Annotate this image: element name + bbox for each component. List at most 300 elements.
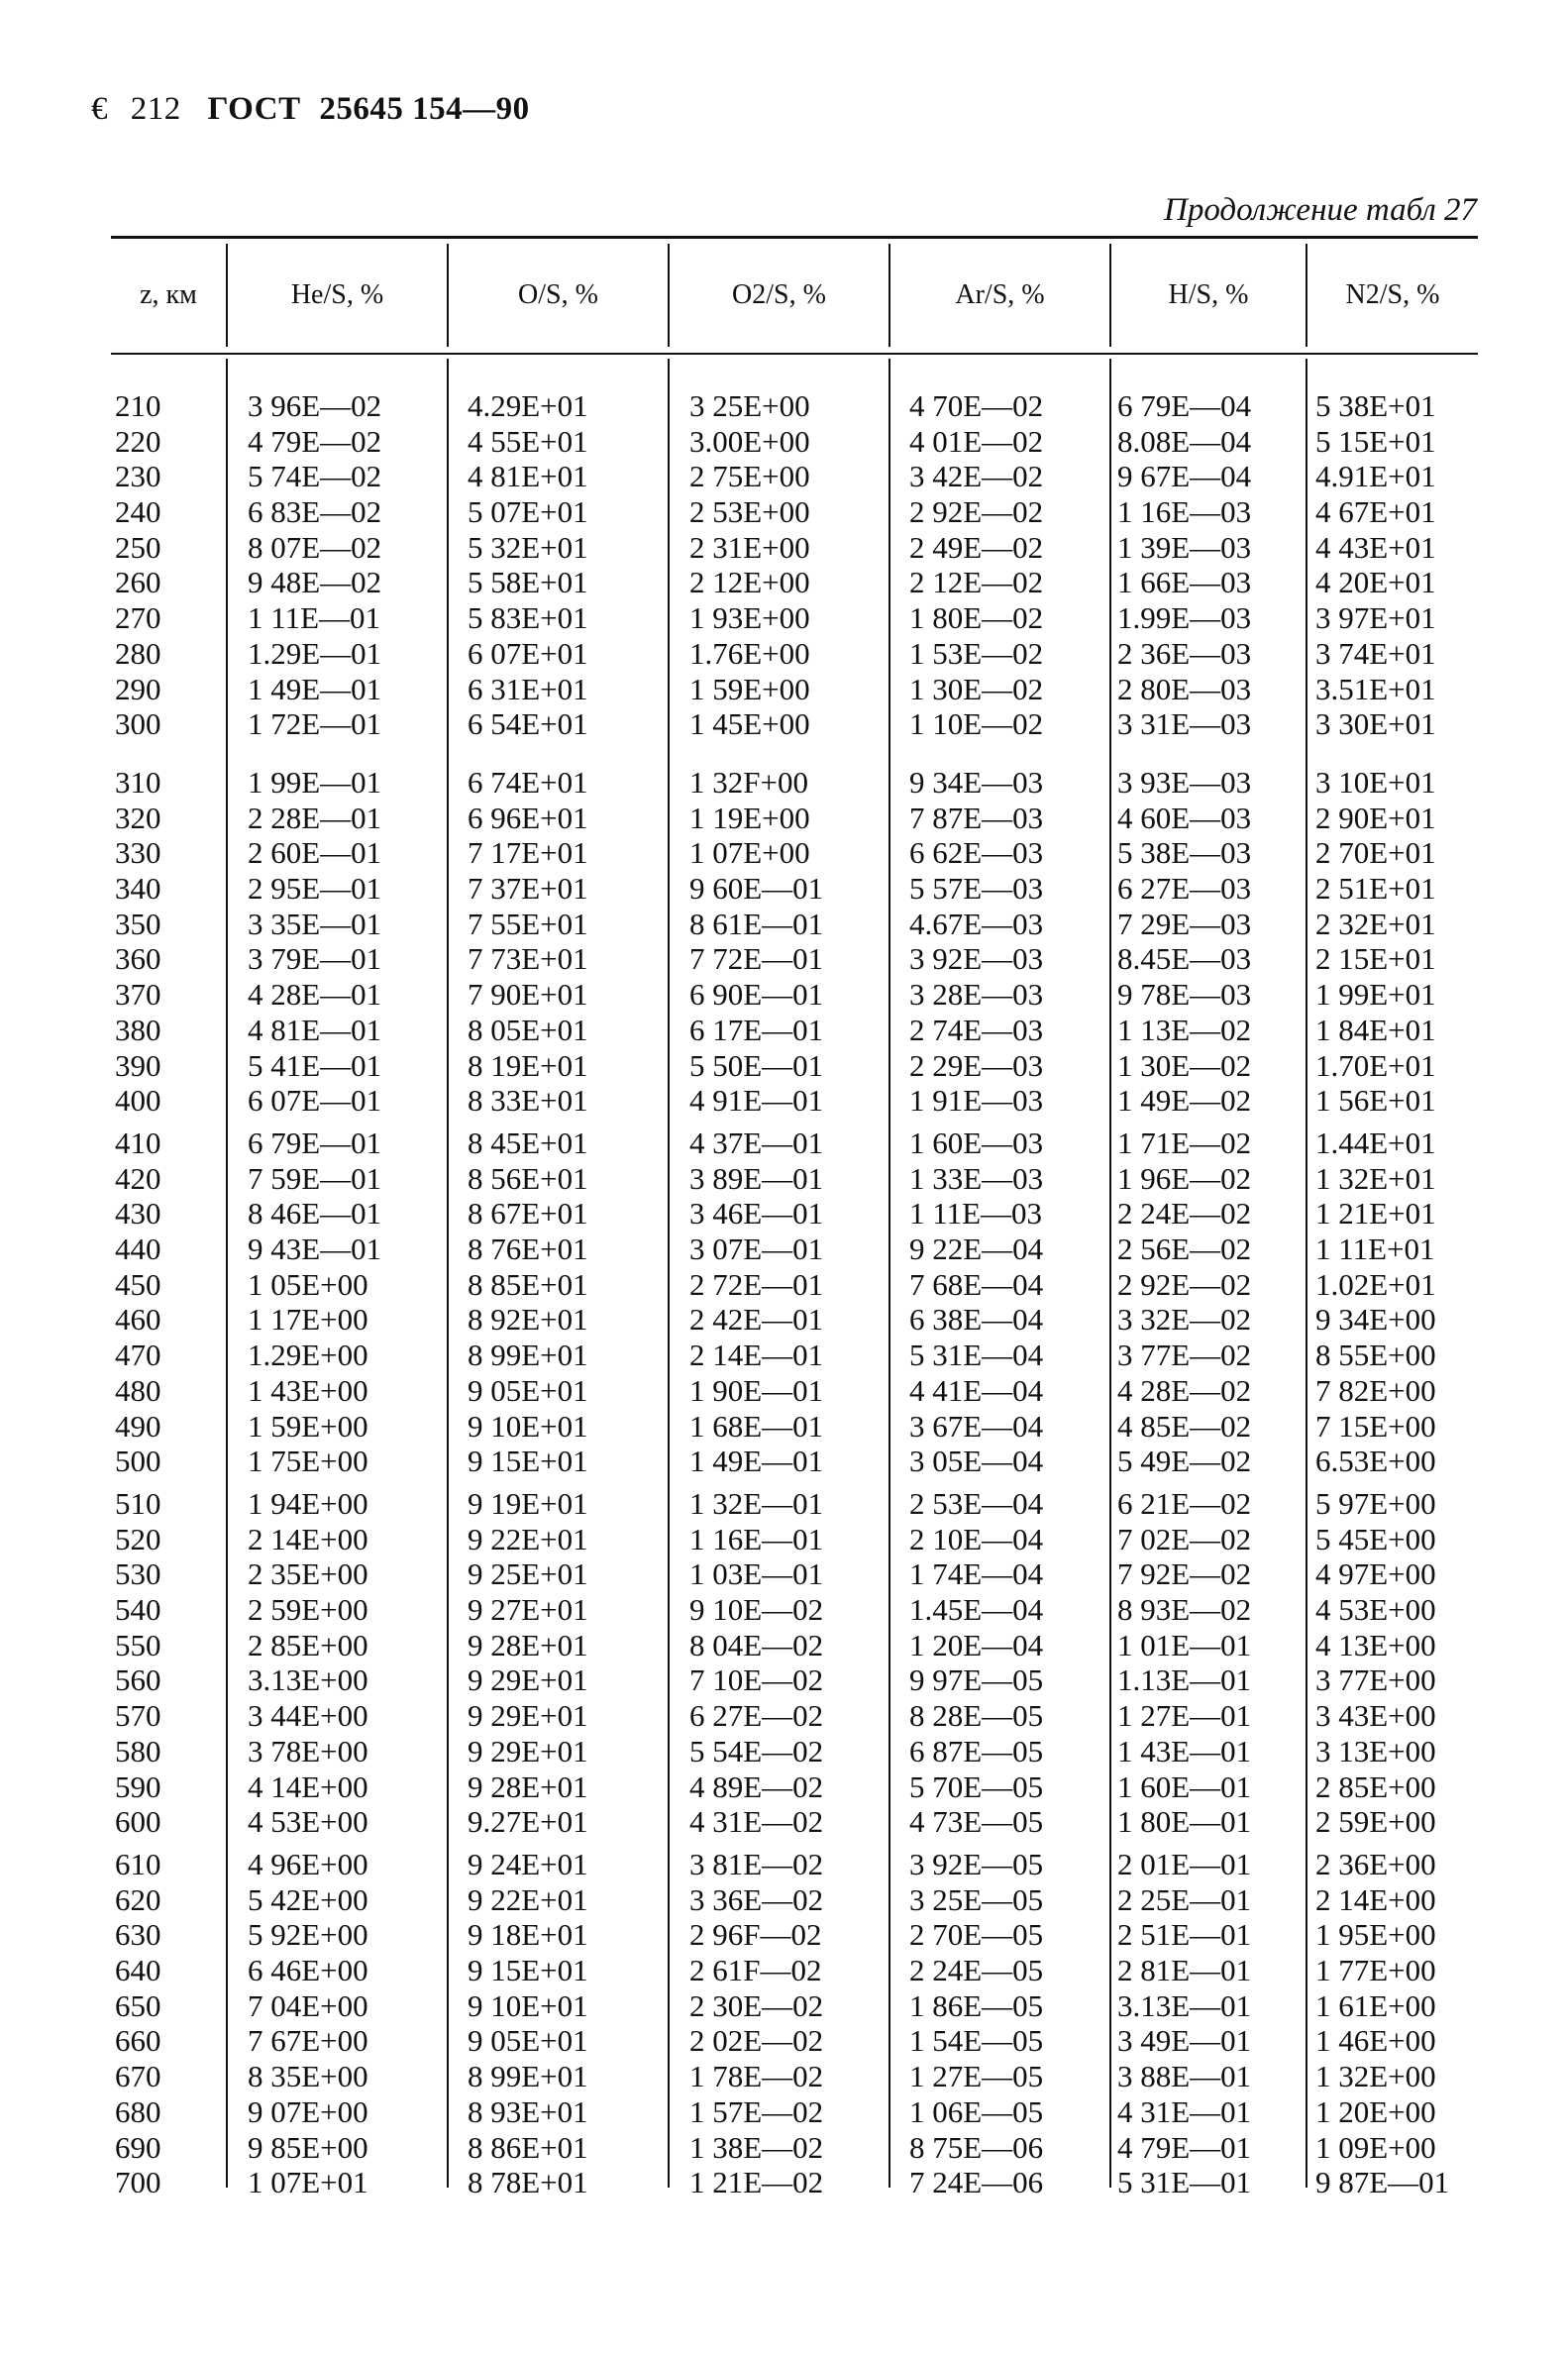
cell-h: 4 79E—01 [1117, 2129, 1252, 2165]
cell-ar: 5 57E—03 [909, 871, 1044, 907]
cell-o: 9 29E+01 [468, 1698, 588, 1734]
cell-o: 8 93E+01 [468, 2093, 588, 2129]
cell-altitude: 220 [115, 423, 161, 459]
cell-h: 1.99E—03 [1117, 600, 1252, 636]
cell-ar: 1 20E—04 [909, 1627, 1044, 1662]
cell-o2: 8 61E—01 [689, 906, 824, 941]
cell-he: 3 96E—02 [248, 388, 382, 423]
cell-o2: 1 49E—01 [689, 1444, 824, 1479]
cell-h: 1 13E—02 [1117, 1012, 1252, 1047]
cell-n2: 1 46E+00 [1315, 2023, 1436, 2059]
cell-o2: 2 61F—02 [689, 1953, 822, 1988]
cell-he: 6 46E+00 [248, 1953, 368, 1988]
cell-o2: 9 60E—01 [689, 871, 824, 907]
cell-he: 7 67E+00 [248, 2023, 368, 2059]
table-row [0, 1338, 1568, 1373]
cell-o2: 1 38E—02 [689, 2129, 824, 2165]
cell-altitude: 210 [115, 388, 161, 423]
cell-he: 2 35E+00 [248, 1556, 368, 1592]
cell-he: 4 28E—01 [248, 977, 382, 1013]
cell-altitude: 460 [115, 1302, 161, 1338]
cell-o: 7 55E+01 [468, 906, 588, 941]
cell-o2: 7 10E—02 [689, 1662, 824, 1698]
cell-o2: 1 57E—02 [689, 2093, 824, 2129]
cell-altitude: 530 [115, 1556, 161, 1592]
cell-n2: 3 74E+01 [1315, 635, 1436, 671]
cell-ar: 4 01E—02 [909, 423, 1044, 459]
cell-altitude: 580 [115, 1733, 161, 1768]
table-row [0, 494, 1568, 530]
table-row [0, 1373, 1568, 1409]
cell-he: 5 74E—02 [248, 459, 382, 494]
cell-o2: 7 72E—01 [689, 941, 824, 977]
cell-altitude: 600 [115, 1804, 161, 1840]
cell-ar: 2 49E—02 [909, 529, 1044, 565]
cell-o2: 3.00E+00 [689, 423, 810, 459]
cell-h: 8.45E—03 [1117, 941, 1252, 977]
cell-ar: 7 24E—06 [909, 2165, 1044, 2200]
cell-ar: 1 10E—02 [909, 706, 1044, 742]
cell-o: 9 24E+01 [468, 1847, 588, 1881]
cell-n2: 4 97E+00 [1315, 1556, 1436, 1592]
cell-h: 3 31E—03 [1117, 706, 1252, 742]
cell-n2: 1 56E+01 [1315, 1083, 1436, 1119]
cell-altitude: 690 [115, 2129, 161, 2165]
cell-o2: 1 78E—02 [689, 2059, 824, 2094]
cell-altitude: 410 [115, 1125, 161, 1160]
cell-ar: 4 70E—02 [909, 388, 1044, 423]
cell-he: 4 79E—02 [248, 423, 382, 459]
cell-n2: 1 21E+01 [1315, 1196, 1436, 1232]
cell-n2: 5 38E+01 [1315, 388, 1436, 423]
cell-o: 8 99E+01 [468, 1338, 588, 1373]
cell-he: 9 43E—01 [248, 1232, 382, 1267]
cell-altitude: 630 [115, 1917, 161, 1953]
table-header-rule [111, 353, 1478, 355]
cell-n2: 1 11E+01 [1315, 1232, 1435, 1267]
cell-o2: 1 45E+00 [689, 706, 810, 742]
cell-altitude: 480 [115, 1372, 161, 1408]
cell-n2: 1 95E+00 [1315, 1917, 1436, 1953]
cell-altitude: 640 [115, 1953, 161, 1988]
cell-altitude: 470 [115, 1338, 161, 1373]
cell-o2: 9 10E—02 [689, 1592, 824, 1628]
cell-o: 9 15E+01 [468, 1953, 588, 1988]
cell-o2: 2 96F—02 [689, 1917, 822, 1953]
cell-h: 3 77E—02 [1117, 1338, 1252, 1373]
cell-n2: 1.44E+01 [1315, 1125, 1436, 1160]
cell-he: 1 94E+00 [248, 1486, 368, 1521]
cell-he: 6 83E—02 [248, 494, 382, 530]
cell-o: 8 05E+01 [468, 1012, 588, 1047]
cell-he: 1 59E+00 [248, 1408, 368, 1444]
table-row [0, 1917, 1568, 1953]
cell-h: 9 78E—03 [1117, 977, 1252, 1013]
cell-o2: 1 16E—01 [689, 1521, 824, 1556]
cell-h: 1 96E—02 [1117, 1160, 1252, 1196]
cell-ar: 2 12E—02 [909, 565, 1044, 600]
cell-altitude: 520 [115, 1521, 161, 1556]
cell-altitude: 270 [115, 600, 161, 636]
cell-o: 8 56E+01 [468, 1160, 588, 1196]
cell-he: 3 79E—01 [248, 941, 382, 977]
cell-o2: 2 30E—02 [689, 1987, 824, 2023]
cell-n2: 2 36E+00 [1315, 1847, 1436, 1881]
cell-ar: 1 80E—02 [909, 600, 1044, 636]
cell-o: 6 54E+01 [468, 706, 588, 742]
cell-altitude: 700 [115, 2165, 161, 2200]
cell-o: 9 15E+01 [468, 1444, 588, 1479]
cell-he: 8 35E+00 [248, 2059, 368, 2094]
cell-h: 2 24E—02 [1117, 1196, 1252, 1232]
cell-h: 1 43E—01 [1117, 1733, 1252, 1768]
cell-o2: 2 12E+00 [689, 565, 810, 600]
table-row [0, 1592, 1568, 1628]
table-row [0, 1882, 1568, 1918]
table-row [0, 1302, 1568, 1338]
cell-ar: 2 70E—05 [909, 1917, 1044, 1953]
cell-ar: 2 29E—03 [909, 1047, 1044, 1083]
table-row [0, 2023, 1568, 2059]
column-header-he: He/S, % [290, 279, 384, 310]
cell-h: 1 49E—02 [1117, 1083, 1252, 1119]
cell-altitude: 610 [115, 1847, 161, 1881]
cell-n2: 3 10E+01 [1315, 765, 1436, 800]
cell-o: 8 33E+01 [468, 1083, 588, 1119]
cell-h: 1 80E—01 [1117, 1804, 1252, 1840]
cell-o2: 1 59E+00 [689, 671, 810, 706]
cell-h: 1.13E—01 [1117, 1662, 1252, 1698]
table-row [0, 2165, 1568, 2200]
cell-o2: 2 72E—01 [689, 1266, 824, 1302]
cell-o: 8 45E+01 [468, 1125, 588, 1160]
table-row [0, 977, 1568, 1013]
cell-he: 5 41E—01 [248, 1047, 382, 1083]
cell-o: 9 10E+01 [468, 1987, 588, 2023]
cell-n2: 9 87E—01 [1315, 2165, 1450, 2200]
cell-he: 3 35E—01 [248, 906, 382, 941]
cell-ar: 1 54E—05 [909, 2023, 1044, 2059]
cell-he: 1 75E+00 [248, 1444, 368, 1479]
cell-o2: 3 46E—01 [689, 1196, 824, 1232]
cell-ar: 2 53E—04 [909, 1486, 1044, 1521]
table-row [0, 1083, 1568, 1119]
cell-n2: 4 67E+01 [1315, 494, 1436, 530]
cell-o2: 4 31E—02 [689, 1804, 824, 1840]
cell-altitude: 350 [115, 906, 161, 941]
table-row [0, 1232, 1568, 1267]
table-top-rule [111, 236, 1478, 239]
cell-n2: 2 32E+01 [1315, 906, 1436, 941]
cell-altitude: 590 [115, 1768, 161, 1804]
cell-h: 6 79E—04 [1117, 388, 1252, 423]
cell-n2: 1 09E+00 [1315, 2129, 1436, 2165]
column-header-o: O/S, % [518, 279, 598, 310]
cell-o2: 2 53E+00 [689, 494, 810, 530]
cell-ar: 4 73E—05 [909, 1804, 1044, 1840]
cell-altitude: 440 [115, 1232, 161, 1267]
cell-ar: 3 28E—03 [909, 977, 1044, 1013]
table-row-group [0, 1847, 1568, 2200]
cell-ar: 2 92E—02 [909, 494, 1044, 530]
table-row [0, 2059, 1568, 2094]
cell-n2: 2 70E+01 [1315, 835, 1436, 871]
table-row [0, 1196, 1568, 1232]
cell-he: 1 99E—01 [248, 765, 382, 800]
cell-o: 9 29E+01 [468, 1662, 588, 1698]
cell-o: 8 92E+01 [468, 1302, 588, 1338]
cell-h: 3 49E—01 [1117, 2023, 1252, 2059]
table-row [0, 871, 1568, 907]
table-row [0, 2094, 1568, 2130]
cell-altitude: 300 [115, 706, 161, 742]
cell-n2: 1.70E+01 [1315, 1047, 1436, 1083]
page-number: 212 [130, 91, 181, 127]
cell-o2: 4 91E—01 [689, 1083, 824, 1119]
cell-he: 9 85E+00 [248, 2129, 368, 2165]
cell-he: 1 49E—01 [248, 671, 382, 706]
cell-o2: 2 31E+00 [689, 529, 810, 565]
cell-h: 2 56E—02 [1117, 1232, 1252, 1267]
cell-o2: 2 75E+00 [689, 459, 810, 494]
cell-altitude: 240 [115, 494, 161, 530]
cell-n2: 2 90E+01 [1315, 800, 1436, 835]
standard-number: 25645 154—90 [319, 91, 530, 127]
cell-ar: 5 31E—04 [909, 1338, 1044, 1373]
cell-o2: 6 17E—01 [689, 1012, 824, 1047]
cell-ar: 1 30E—02 [909, 671, 1044, 706]
cell-h: 3 93E—03 [1117, 765, 1252, 800]
cell-ar: 2 74E—03 [909, 1012, 1044, 1047]
cell-ar: 3 42E—02 [909, 459, 1044, 494]
cell-h: 1 66E—03 [1117, 565, 1252, 600]
cell-o2: 3 81E—02 [689, 1847, 824, 1881]
cell-he: 2 14E+00 [248, 1521, 368, 1556]
cell-he: 4 81E—01 [248, 1012, 382, 1047]
cell-ar: 1 60E—03 [909, 1125, 1044, 1160]
cell-h: 1 71E—02 [1117, 1125, 1252, 1160]
cell-altitude: 650 [115, 1987, 161, 2023]
table-row-group [0, 765, 1568, 1119]
table-row [0, 565, 1568, 600]
cell-h: 2 36E—03 [1117, 635, 1252, 671]
cell-n2: 2 14E+00 [1315, 1881, 1436, 1917]
cell-n2: 1 32E+00 [1315, 2059, 1436, 2094]
cell-altitude: 370 [115, 977, 161, 1013]
column-header-ar: Ar/S, % [955, 279, 1045, 310]
cell-h: 2 01E—01 [1117, 1847, 1252, 1881]
cell-o2: 1 21E—02 [689, 2165, 824, 2200]
cell-n2: 3 43E+00 [1315, 1698, 1436, 1734]
cell-n2: 8 55E+00 [1315, 1338, 1436, 1373]
column-header-altitude: z, км [140, 279, 197, 310]
cell-o2: 1 32E—01 [689, 1486, 824, 1521]
cell-o2: 1 07E+00 [689, 835, 810, 871]
cell-o2: 4 89E—02 [689, 1768, 824, 1804]
table-row [0, 1522, 1568, 1557]
standard-label: ГОСТ [207, 91, 301, 127]
cell-altitude: 400 [115, 1083, 161, 1119]
cell-ar: 2 24E—05 [909, 1953, 1044, 1988]
table-row [0, 2130, 1568, 2166]
table-row [0, 1734, 1568, 1769]
table-row [0, 388, 1568, 424]
cell-he: 4 96E+00 [248, 1847, 368, 1881]
cell-he: 6 07E—01 [248, 1083, 382, 1119]
cell-he: 2 28E—01 [248, 800, 382, 835]
table-row [0, 424, 1568, 460]
cell-he: 3 44E+00 [248, 1698, 368, 1734]
cell-ar: 1 06E—05 [909, 2093, 1044, 2129]
cell-ar: 9 22E—04 [909, 1232, 1044, 1267]
cell-o: 9 27E+01 [468, 1592, 588, 1628]
cell-n2: 2 51E+01 [1315, 871, 1436, 907]
cell-he: 8 46E—01 [248, 1196, 382, 1232]
cell-o: 9 28E+01 [468, 1768, 588, 1804]
cell-altitude: 310 [115, 765, 161, 800]
cell-he: 8 07E—02 [248, 529, 382, 565]
cell-ar: 1 33E—03 [909, 1160, 1044, 1196]
table-row [0, 835, 1568, 871]
cell-o2: 6 90E—01 [689, 977, 824, 1013]
cell-ar: 9 34E—03 [909, 765, 1044, 800]
table-row [0, 1953, 1568, 1988]
cell-o: 8 78E+01 [468, 2165, 588, 2200]
cell-altitude: 330 [115, 835, 161, 871]
table-row [0, 1847, 1568, 1882]
cell-altitude: 550 [115, 1627, 161, 1662]
cell-o: 7 17E+01 [468, 835, 588, 871]
cell-n2: 1 61E+00 [1315, 1987, 1436, 2023]
cell-ar: 3 05E—04 [909, 1444, 1044, 1479]
cell-n2: 5 15E+01 [1315, 423, 1436, 459]
cell-he: 5 42E+00 [248, 1881, 368, 1917]
cell-ar: 1 53E—02 [909, 635, 1044, 671]
cell-n2: 2 85E+00 [1315, 1768, 1436, 1804]
cell-n2: 1.02E+01 [1315, 1266, 1436, 1302]
cell-altitude: 540 [115, 1592, 161, 1628]
cell-o2: 3 25E+00 [689, 388, 810, 423]
cell-o2: 1 32F+00 [689, 765, 808, 800]
cell-he: 1 72E—01 [248, 706, 382, 742]
cell-altitude: 430 [115, 1196, 161, 1232]
table-row [0, 1804, 1568, 1840]
publisher-mark: € [91, 91, 108, 127]
cell-h: 7 02E—02 [1117, 1521, 1252, 1556]
cell-altitude: 230 [115, 459, 161, 494]
cell-altitude: 450 [115, 1266, 161, 1302]
cell-altitude: 560 [115, 1662, 161, 1698]
cell-n2: 1 32E+01 [1315, 1160, 1436, 1196]
cell-o: 6 31E+01 [468, 671, 588, 706]
cell-altitude: 360 [115, 941, 161, 977]
cell-he: 5 92E+00 [248, 1917, 368, 1953]
cell-o2: 2 14E—01 [689, 1338, 824, 1373]
cell-n2: 9 34E+00 [1315, 1302, 1436, 1338]
cell-n2: 3.51E+01 [1315, 671, 1436, 706]
column-header-n2: N2/S, % [1345, 279, 1440, 310]
cell-n2: 2 59E+00 [1315, 1804, 1436, 1840]
cell-o: 8 67E+01 [468, 1196, 588, 1232]
cell-o: 9 05E+01 [468, 1372, 588, 1408]
cell-h: 4 28E—02 [1117, 1372, 1252, 1408]
table-row [0, 801, 1568, 836]
cell-o2: 1 90E—01 [689, 1372, 824, 1408]
cell-he: 1 07E+01 [248, 2165, 368, 2200]
cell-h: 1 39E—03 [1117, 529, 1252, 565]
cell-ar: 6 38E—04 [909, 1302, 1044, 1338]
cell-h: 7 29E—03 [1117, 906, 1252, 941]
cell-ar: 3 25E—05 [909, 1881, 1044, 1917]
cell-h: 2 51E—01 [1117, 1917, 1252, 1953]
cell-h: 9 67E—04 [1117, 459, 1252, 494]
cell-n2: 4 13E+00 [1315, 1627, 1436, 1662]
cell-o: 7 37E+01 [468, 871, 588, 907]
cell-he: 7 59E—01 [248, 1160, 382, 1196]
cell-he: 1.29E—01 [248, 635, 382, 671]
cell-he: 1 11E—01 [248, 600, 381, 636]
cell-o: 9 22E+01 [468, 1521, 588, 1556]
cell-he: 9 07E+00 [248, 2093, 368, 2129]
cell-o2: 3 89E—01 [689, 1160, 824, 1196]
cell-n2: 1 99E+01 [1315, 977, 1436, 1013]
cell-o: 9 05E+01 [468, 2023, 588, 2059]
cell-he: 3.13E+00 [248, 1662, 368, 1698]
table-row [0, 1048, 1568, 1084]
cell-o: 8 99E+01 [468, 2059, 588, 2094]
cell-he: 1 05E+00 [248, 1266, 368, 1302]
cell-n2: 6.53E+00 [1315, 1444, 1436, 1479]
cell-o2: 1.76E+00 [689, 635, 810, 671]
cell-altitude: 380 [115, 1012, 161, 1047]
cell-h: 1 01E—01 [1117, 1627, 1252, 1662]
cell-altitude: 260 [115, 565, 161, 600]
cell-o: 9 25E+01 [468, 1556, 588, 1592]
cell-ar: 7 87E—03 [909, 800, 1044, 835]
cell-o: 6 07E+01 [468, 635, 588, 671]
cell-o2: 3 07E—01 [689, 1232, 824, 1267]
cell-altitude: 570 [115, 1698, 161, 1734]
cell-ar: 9 97E—05 [909, 1662, 1044, 1698]
table-row [0, 672, 1568, 707]
cell-h: 3 32E—02 [1117, 1302, 1252, 1338]
cell-o: 4 81E+01 [468, 459, 588, 494]
table-row [0, 1013, 1568, 1048]
cell-n2: 4 43E+01 [1315, 529, 1436, 565]
cell-o: 9 28E+01 [468, 1627, 588, 1662]
cell-h: 5 31E—01 [1117, 2165, 1252, 2200]
table-row [0, 1556, 1568, 1592]
cell-n2: 4 53E+00 [1315, 1592, 1436, 1628]
cell-he: 7 04E+00 [248, 1987, 368, 2023]
cell-ar: 8 28E—05 [909, 1698, 1044, 1734]
cell-o: 7 73E+01 [468, 941, 588, 977]
cell-o2: 4 37E—01 [689, 1125, 824, 1160]
cell-n2: 7 82E+00 [1315, 1372, 1436, 1408]
table-row [0, 1988, 1568, 2024]
cell-ar: 2 10E—04 [909, 1521, 1044, 1556]
cell-h: 8.08E—04 [1117, 423, 1252, 459]
cell-h: 8 93E—02 [1117, 1592, 1252, 1628]
cell-ar: 8 75E—06 [909, 2129, 1044, 2165]
cell-n2: 3 13E+00 [1315, 1733, 1436, 1768]
cell-h: 5 38E—03 [1117, 835, 1252, 871]
cell-n2: 1 77E+00 [1315, 1953, 1436, 1988]
table-row [0, 907, 1568, 942]
cell-altitude: 660 [115, 2023, 161, 2059]
cell-n2: 3 77E+00 [1315, 1662, 1436, 1698]
cell-altitude: 340 [115, 871, 161, 907]
